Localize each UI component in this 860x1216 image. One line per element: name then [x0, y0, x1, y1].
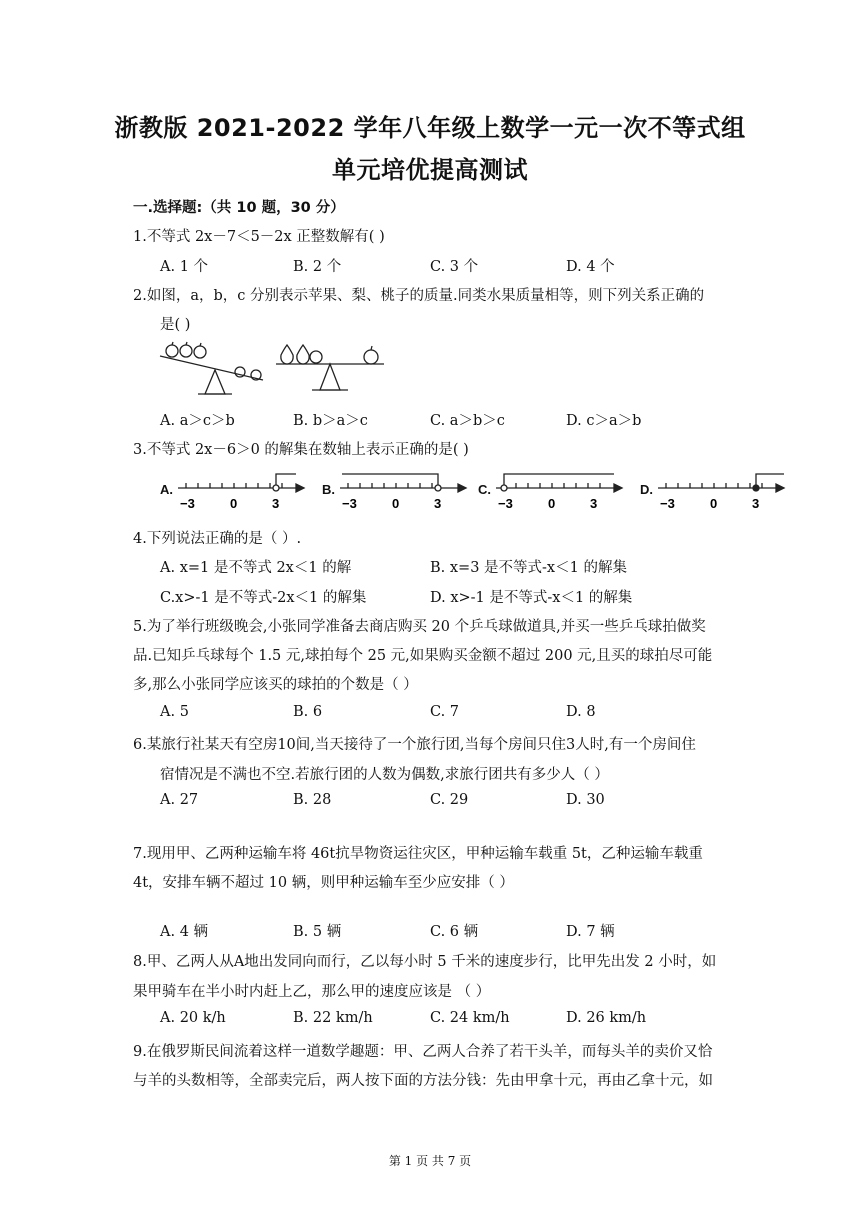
q3-option-d-figure — [640, 466, 792, 514]
q3d-tick-0: 0 — [710, 496, 718, 511]
q3a-tick-neg3: −3 — [180, 496, 195, 511]
q1-option-c: C. 3 个 — [430, 259, 479, 275]
q4-option-b: B. x=3 是不等式-x＜1 的解集 — [430, 560, 627, 576]
q6-option-c: C. 29 — [430, 792, 469, 808]
q3c-tick-0: 0 — [548, 496, 556, 511]
number-line-c — [494, 466, 628, 514]
question-3-text: 3.不等式 2x－6＞0 的解集在数轴上表示正确的是( ) — [133, 442, 469, 458]
q3a-tick-0: 0 — [230, 496, 238, 511]
question-2-text-cont: 是( ) — [160, 317, 191, 333]
question-5-text-cont2: 多,那么小张同学应该买的球拍的个数是（ ） — [133, 677, 418, 693]
q6-option-b: B. 28 — [293, 792, 332, 808]
q7-option-c: C. 6 辆 — [430, 924, 479, 940]
q1-option-b: B. 2 个 — [293, 259, 342, 275]
q3c-tick-neg3: −3 — [498, 496, 513, 511]
q8-option-a: A. 20 k/h — [160, 1010, 226, 1026]
q4-option-d: D. x>-1 是不等式-x＜1 的解集 — [430, 590, 633, 606]
number-line-a — [176, 466, 310, 514]
question-5-text: 5.为了举行班级晚会,小张同学准备去商店购买 20 个乒乓球做道具,并买一些乒乓球拍做奖 — [133, 619, 706, 635]
q1-option-d: D. 4 个 — [566, 259, 615, 275]
q1-option-a: A. 1 个 — [160, 259, 209, 275]
question-4-text: 4.下列说法正确的是（ ）. — [133, 531, 302, 547]
question-8-text-cont: 果甲骑车在半小时内赶上乙，那么甲的速度应该是 （ ） — [133, 984, 491, 1000]
q3-option-a-label: A. — [160, 482, 173, 497]
q4-option-a: A. x=1 是不等式 2x＜1 的解 — [160, 560, 352, 576]
q3-option-b-figure — [322, 466, 472, 514]
question-2-text: 2.如图，a，b，c 分别表示苹果、梨、桃子的质量.同类水果质量相等，则下列关系正确的 — [133, 288, 705, 304]
q3d-tick-neg3: −3 — [660, 496, 675, 511]
q3-option-a-figure — [160, 466, 310, 514]
document-title-line1: 浙教版 2021-2022 学年八年级上数学一元一次不等式组 — [114, 114, 746, 142]
q7-option-a: A. 4 辆 — [160, 924, 209, 940]
q7-option-b: B. 5 辆 — [293, 924, 342, 940]
q6-option-d: D. 30 — [566, 792, 605, 808]
q3-option-b-label: B. — [322, 482, 335, 497]
q3-option-d-label: D. — [640, 482, 653, 497]
q2-option-b: B. b＞a＞c — [293, 413, 368, 429]
number-line-d — [656, 466, 790, 514]
q3c-tick-3: 3 — [590, 496, 598, 511]
question-8-text: 8.甲、乙两人从A地出发同向而行，乙以每小时 5 千米的速度步行，比甲先出发 2 小时，如 — [133, 954, 717, 970]
q3d-tick-3: 3 — [752, 496, 760, 511]
number-line-b — [338, 466, 472, 514]
q3-option-c-label: C. — [478, 482, 491, 497]
q7-option-d: D. 7 辆 — [566, 924, 615, 940]
question-6-text: 6.某旅行社某天有空房10间,当天接待了一个旅行团,当每个房间只住3人时,有一个房间住 — [133, 737, 696, 753]
question-1-text: 1.不等式 2x－7＜5－2x 正整数解有( ) — [133, 229, 385, 245]
document-title-line2: 单元培优提高测试 — [332, 156, 528, 184]
q5-option-c: C. 7 — [430, 704, 460, 720]
section-heading: 一.选择题:（共 10 题，30 分） — [133, 200, 345, 216]
q5-option-a: A. 5 — [160, 704, 189, 720]
page-footer: 第 1 页 共 7 页 — [388, 1154, 472, 1168]
q3b-tick-3: 3 — [434, 496, 442, 511]
q8-option-c: C. 24 km/h — [430, 1010, 510, 1026]
q5-option-d: D. 8 — [566, 704, 596, 720]
q8-option-b: B. 22 km/h — [293, 1010, 373, 1026]
question-5-text-cont1: 品.已知乒乓球每个 1.5 元,球拍每个 25 元,如果购买金额不超过 200 元,且买的球拍尽可能 — [133, 648, 713, 664]
question-9-text: 9.在俄罗斯民间流着这样一道数学趣题：甲、乙两人合养了若干头羊，而每头羊的卖价又恰 — [133, 1044, 713, 1060]
q2-option-c: C. a＞b＞c — [430, 413, 505, 429]
q3b-tick-neg3: −3 — [342, 496, 357, 511]
q8-option-d: D. 26 km/h — [566, 1010, 647, 1026]
q4-option-c: C.x>-1 是不等式-2x＜1 的解集 — [160, 590, 367, 606]
question-6-text-cont: 宿情况是不满也不空.若旅行团的人数为偶数,求旅行团共有多少人（ ） — [160, 767, 609, 783]
question-9-text-cont: 与羊的头数相等，全部卖完后，两人按下面的方法分钱：先由甲拿十元，再由乙拿十元，如 — [133, 1073, 713, 1089]
q2-option-d: D. c＞a＞b — [566, 413, 642, 429]
q5-option-b: B. 6 — [293, 704, 323, 720]
q2-option-a: A. a＞c＞b — [160, 413, 235, 429]
balance-scales-figure — [158, 340, 390, 398]
q3-option-c-figure — [478, 466, 628, 514]
q3b-tick-0: 0 — [392, 496, 400, 511]
question-7-text-cont: 4t，安排车辆不超过 10 辆，则甲种运输车至少应安排（ ） — [133, 875, 514, 891]
question-7-text: 7.现用甲、乙两种运输车将 46t抗旱物资运往灾区，甲种运输车载重 5t，乙种运输车载重 — [133, 846, 703, 862]
q3a-tick-3: 3 — [272, 496, 280, 511]
q6-option-a: A. 27 — [160, 792, 199, 808]
